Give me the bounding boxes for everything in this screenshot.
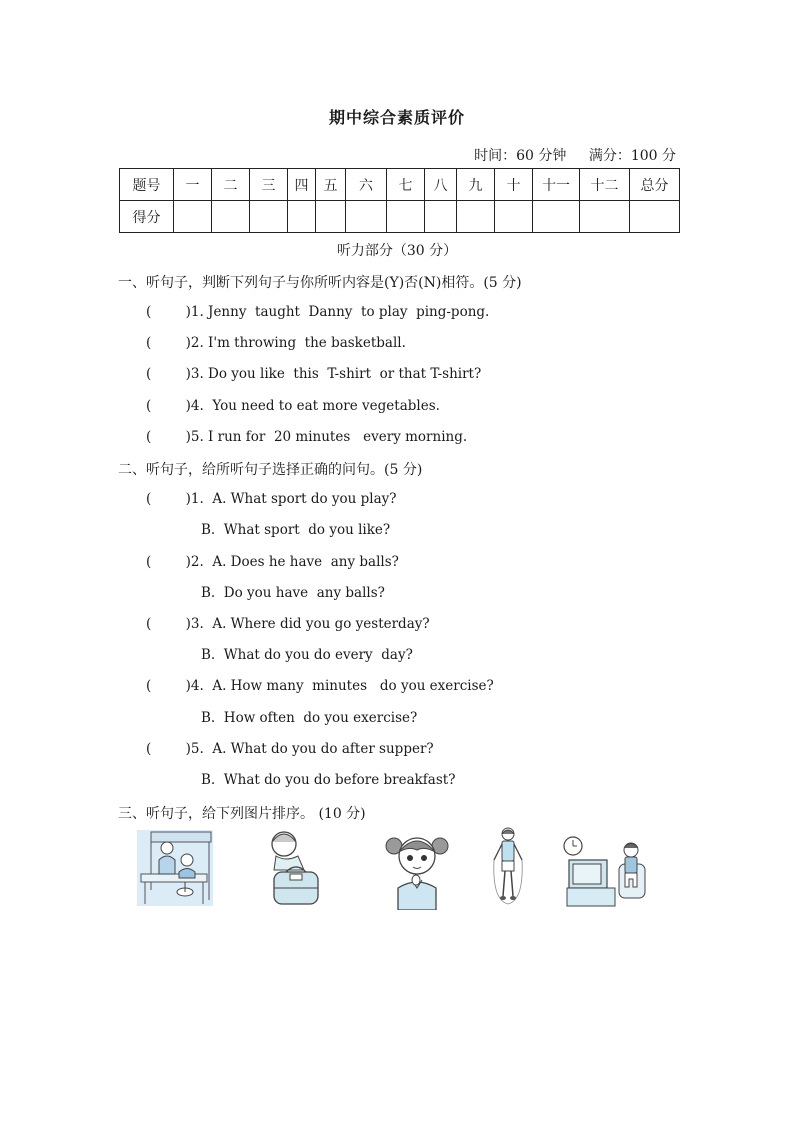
- score-blank[interactable]: [457, 201, 495, 233]
- full-score: 满分：100 分: [588, 148, 676, 164]
- part1-item: ( )3. Do you like this T-shirt or that T-shirt?: [146, 366, 482, 382]
- part1-item: ( )4. You need to eat more vegetables.: [146, 398, 440, 414]
- score-blank[interactable]: [387, 201, 425, 233]
- exam-meta: [474, 145, 676, 165]
- score-row-label: 得分: [120, 201, 174, 233]
- part3-heading: 三、听句子，给下列图片排序。 (10 分): [118, 806, 366, 822]
- score-cell: 九: [457, 169, 495, 201]
- score-cell: 四: [288, 169, 316, 201]
- score-blank[interactable]: [533, 201, 580, 233]
- score-blank[interactable]: [212, 201, 250, 233]
- part2-item-a: ( )3. A. Where did you go yesterday?: [146, 616, 430, 632]
- picture-boy-watching-tv: [563, 834, 647, 908]
- score-blank[interactable]: [346, 201, 387, 233]
- score-cell: 二: [212, 169, 250, 201]
- score-blank[interactable]: [250, 201, 288, 233]
- score-cell: 八: [425, 169, 457, 201]
- part1-item: ( )2. I'm throwing the basketball.: [146, 335, 406, 351]
- part2-item-a: ( )2. A. Does he have any balls?: [146, 554, 399, 570]
- part1-item: ( )5. I run for 20 minutes every morning.: [146, 429, 468, 445]
- picture-girl-with-bag: [266, 828, 324, 910]
- part2-heading: 二、听句子，给所听句子选择正确的问句。(5 分): [118, 462, 423, 478]
- score-cell: 三: [250, 169, 288, 201]
- score-cell: 十: [495, 169, 533, 201]
- score-blank[interactable]: [288, 201, 316, 233]
- listening-section-title: 听力部分（30 分）: [336, 243, 458, 259]
- score-cell: 一: [174, 169, 212, 201]
- picture-kids-at-table: [137, 830, 213, 906]
- part2-item-b: B. What do you do before breakfast?: [201, 772, 456, 788]
- part2-item-a: ( )5. A. What do you do after supper?: [146, 741, 434, 757]
- score-cell: 六: [346, 169, 387, 201]
- score-blank[interactable]: [316, 201, 346, 233]
- score-cell: 十一: [533, 169, 580, 201]
- score-blank[interactable]: [630, 201, 680, 233]
- part2-item-b: B. How often do you exercise?: [201, 710, 418, 726]
- score-blank[interactable]: [580, 201, 630, 233]
- score-cell: 总分: [630, 169, 680, 201]
- score-blank[interactable]: [174, 201, 212, 233]
- score-cell: 七: [387, 169, 425, 201]
- part1-heading: 一、听句子，判断下列句子与你所听内容是(Y)否(N)相符。(5 分): [118, 275, 522, 291]
- score-cell: 题号: [120, 169, 174, 201]
- part2-item-b: B. Do you have any balls?: [201, 585, 385, 601]
- score-blank[interactable]: [495, 201, 533, 233]
- part2-item-b: B. What sport do you like?: [201, 522, 391, 538]
- score-cell: 十二: [580, 169, 630, 201]
- time-limit: 时间：60 分钟: [474, 148, 567, 164]
- part1-item: ( )1. Jenny taught Danny to play ping-pong.: [146, 304, 490, 320]
- part2-item-b: B. What do you do every day?: [201, 647, 413, 663]
- score-table-score-row: [120, 201, 680, 233]
- score-table-header-row: [120, 169, 680, 201]
- score-table: [119, 168, 680, 233]
- score-blank[interactable]: [425, 201, 457, 233]
- picture-girl-thinking: [384, 830, 450, 910]
- part2-item-a: ( )4. A. How many minutes do you exercise?: [146, 678, 494, 694]
- picture-person-skipping: [490, 826, 526, 910]
- part2-item-a: ( )1. A. What sport do you play?: [146, 491, 397, 507]
- page-title: 期中综合素质评价: [328, 108, 465, 127]
- score-cell: 五: [316, 169, 346, 201]
